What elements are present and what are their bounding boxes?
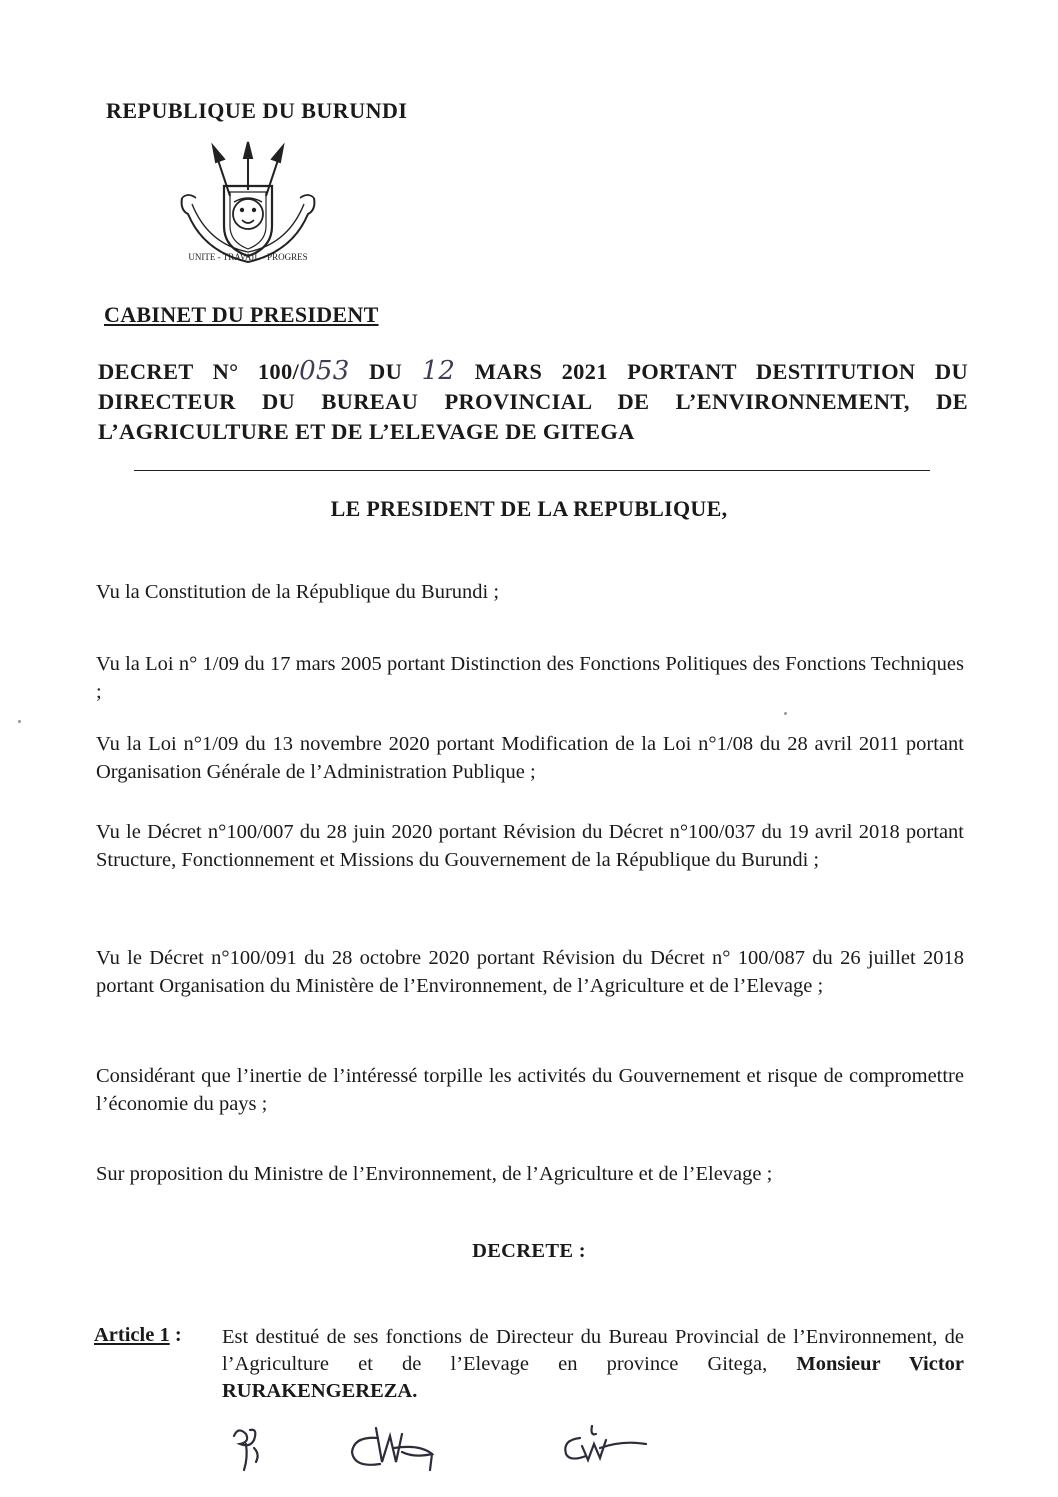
article-1-label xyxy=(94,1324,182,1347)
article-1-label-text: Article 1 xyxy=(94,1324,170,1346)
decree-title xyxy=(98,356,968,447)
handwritten-day: 12 xyxy=(421,356,456,386)
article-1-person: Monsieur Victor RURAKENGEREZA. xyxy=(222,1353,965,1402)
coat-of-arms-emblem xyxy=(168,140,328,272)
cabinet-heading: CABINET DU PRESIDENT xyxy=(104,302,379,327)
consideration-loi-2005: Vu la Loi n° 1/09 du 17 mars 2005 portant Distinction des Fonctions Politiques des Fonctions Techniques ; xyxy=(96,653,964,703)
article-1-text xyxy=(222,1324,964,1405)
handwritten-decree-number: 053 xyxy=(299,356,350,386)
scan-speck xyxy=(784,712,787,715)
consideration-constitution: Vu la Constitution de la République du Burundi ; xyxy=(96,581,500,603)
decrete-heading: DECRETE : xyxy=(472,1240,586,1262)
consideration-decret-091: Vu le Décret n°100/091 du 28 octobre 2020 portant Révision du Décret n° 100/087 du 26 juillet 2018 portant Organisation du Ministère de l’Environnement, de l’Agriculture et de l’Elevage ; xyxy=(96,947,964,997)
scan-speck xyxy=(18,720,21,723)
consideration-loi-2020: Vu la Loi n°1/09 du 13 novembre 2020 portant Modification de la Loi n°1/08 du 28 avril 2011 portant Organisation Générale de l’Administration Publique ; xyxy=(96,733,964,783)
consideration-inertie: Considérant que l’inertie de l’intéressé torpille les activités du Gouvernement et risque de compromettre l’économie du pays ; xyxy=(96,1065,964,1115)
president-heading: LE PRESIDENT DE LA REPUBLIQUE, xyxy=(330,496,728,521)
republic-heading: REPUBLIQUE DU BURUNDI xyxy=(106,98,408,123)
title-rest: MARS 2021 PORTANT DESTITUTION DU DIRECTEUR DU BUREAU PROVINCIAL DE L’ENVIRONNEMENT, DE L’AGRICULTURE ET DE L’ELEVAGE DE GITEGA xyxy=(98,359,968,444)
handwritten-initials xyxy=(224,1418,684,1478)
title-prefix: DECRET N° 100/ xyxy=(98,359,300,384)
emblem-motto-text: UNITE - TRAVAIL - PROGRES xyxy=(188,252,308,262)
article-1-body: Est destitué de ses fonctions de Directeur du Bureau Provincial de l’Environnement, de l’Agriculture et de l’Elevage en province Gitega, xyxy=(222,1326,964,1375)
article-1-colon: : xyxy=(169,1324,182,1346)
consideration-decret-007: Vu le Décret n°100/007 du 28 juin 2020 portant Révision du Décret n°100/037 du 19 avril 2018 portant Structure, Fonctionnement et Missions du Gouvernement de la République du Burundi ; xyxy=(96,821,964,871)
title-divider xyxy=(134,470,930,471)
title-du: DU xyxy=(369,359,403,384)
consideration-proposition: Sur proposition du Ministre de l’Environnement, de l’Agriculture et de l’Elevage ; xyxy=(96,1163,773,1185)
